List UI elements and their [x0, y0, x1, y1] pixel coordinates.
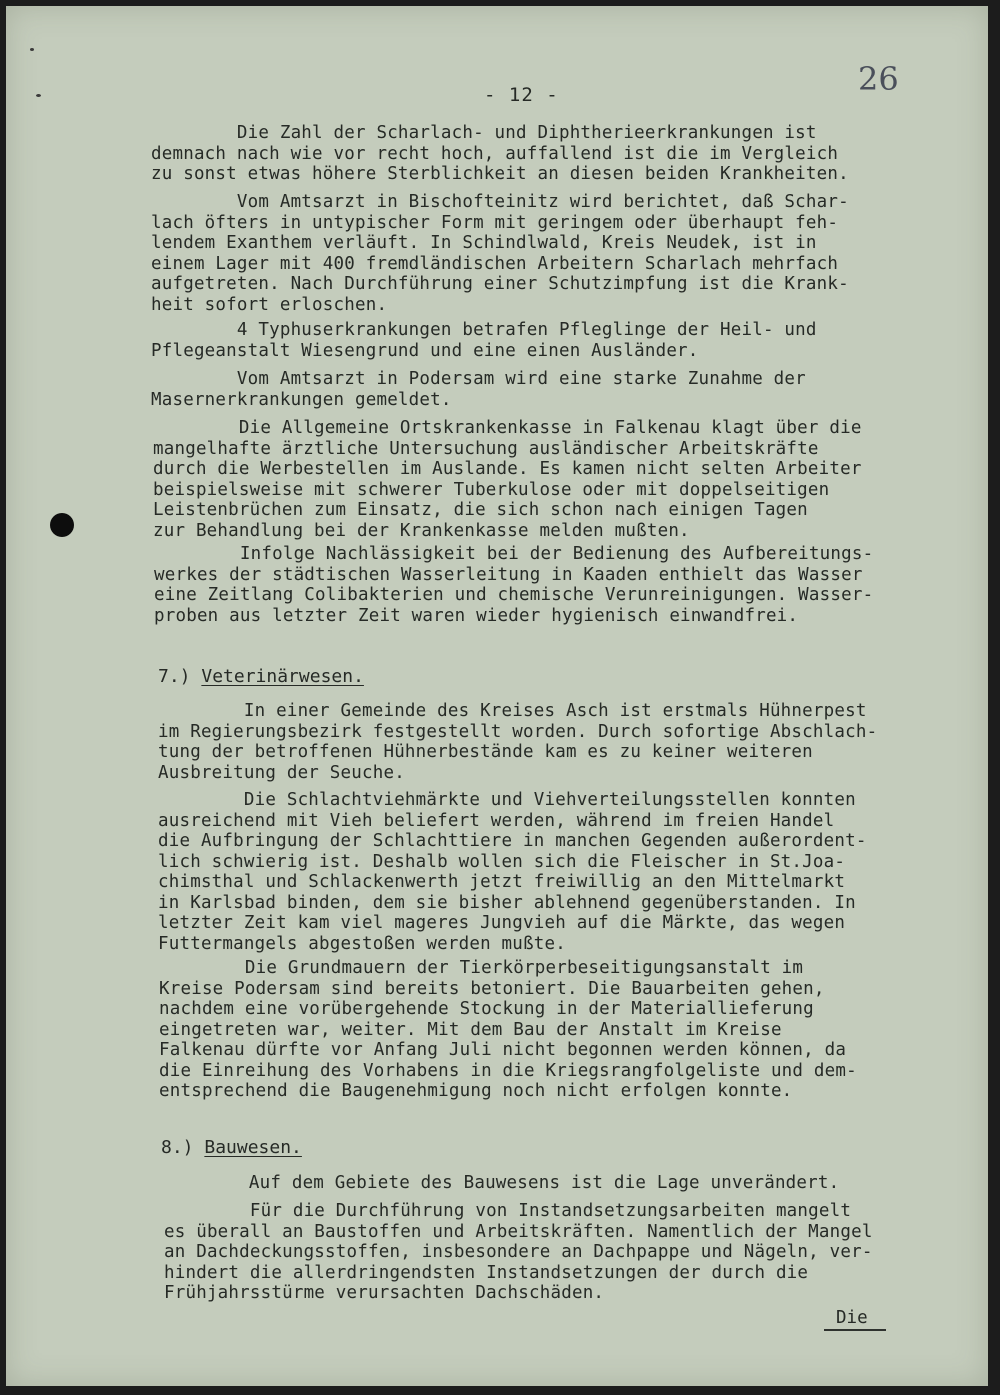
paragraph-construction-status: Auf dem Gebiete des Bauwesens ist die Lage unverändert.	[163, 1173, 840, 1193]
section-heading-veterinary	[158, 666, 364, 687]
speck-mark	[36, 94, 41, 97]
paragraph-typhus: 4 Typhuserkrankungen betrafen Pfleglinge der Heil- und Pflegeanstalt Wiesengrund und eine einen Ausländer.	[151, 320, 817, 361]
paragraph-health-insurance: Die Allgemeine Ortskrankenkasse in Falkenau klagt über die mangelhafte ärztliche Untersuchung ausländischer Arbeitskräfte durch die Werbestellen im Auslande. Es kamen nicht selten Arbeiter beispielsweise mit schwerer Tuberkulose oder mit doppelseitigen Leistenbrüchen zum Einsatz, die sich schon nach einigen Tagen zur Behandlung bei der Krankenkasse melden mußten.	[153, 418, 862, 541]
catchword: Die	[836, 1308, 868, 1328]
paragraph-livestock-markets: Die Schlachtviehmärkte und Viehverteilungsstellen konnten ausreichend mit Vieh beliefert werden, während im freien Handel die Aufbringung der Schlachttiere in manchen Gegenden außerordent- lich schwierig ist. Deshalb wollen sich die Fleischer in St.Joa- chimsthal und Schlackenwerth jetzt freiwillig an den Mittelmarkt in Karlsbad binden, dem sie bisher ablehnend gegenüberstanden. In letzter Zeit kam viel mageres Jungvieh auf die Märkte, das wegen Futtermangels abgestoßen werden mußte.	[158, 790, 867, 954]
paragraph-bischofteinitz-report: Vom Amtsarzt in Bischofteinitz wird berichtet, daß Schar- lach öfters in untypischer Form mit geringem oder überhaupt feh- lendem Exanthem verläuft. In Schindlwald, Kreis Neudek, ist in einem Lager mit 400 fremdländischen Arbeitern Scharlach mehrfach aufgetreten. Nach Durchführung einer Schutzimpfung ist die Krank- heit sofort erloschen.	[151, 192, 849, 315]
paragraph-water-supply: Infolge Nachlässigkeit bei der Bedienung des Aufbereitungs- werkes der städtischen Wasserleitung in Kaaden enthielt das Wasser eine Zeitlang Colibakterien und chemische Verunreinigungen. Wasser- proben aus letzter Zeit waren wieder hygienisch einwandfrei.	[154, 544, 874, 626]
paragraph-measles: Vom Amtsarzt in Podersam wird eine starke Zunahme der Masernerkrankungen gemeldet.	[151, 369, 806, 410]
punch-hole	[50, 513, 74, 537]
page-number: - 12 -	[484, 84, 559, 106]
paragraph-scarlet-fever-count: Die Zahl der Scharlach- und Diphtherieerkrankungen ist demnach nach wie vor recht hoch, auffallend ist die im Vergleich zu sonst etwas höhere Sterblichkeit an diesen beiden Krankheiten.	[151, 123, 849, 184]
section-heading-construction	[161, 1137, 302, 1158]
section-number: 7.)	[158, 666, 191, 687]
catchword-underline	[824, 1329, 886, 1331]
document-page	[6, 6, 988, 1386]
section-number: 8.)	[161, 1137, 194, 1158]
speck-mark	[30, 48, 34, 51]
paragraph-building-materials: Für die Durchführung von Instandsetzungsarbeiten mangelt es überall an Baustoffen und Arbeitskräften. Namentlich der Mangel an Dachdeckungsstoffen, insbesondere an Dachpappe und Nägeln, ver- hindert die allerdringendsten Instandsetzungen der durch die Frühjahrsstürme verursachten Dachschäden.	[164, 1201, 873, 1303]
section-title: Veterinärwesen.	[201, 666, 364, 687]
paragraph-fowl-plague: In einer Gemeinde des Kreises Asch ist erstmals Hühnerpest im Regierungsbezirk festgestellt worden. Durch sofortige Abschlach- tung der betroffenen Hühnerbestände kam es zu keiner weiteren Ausbreitung der Seuche.	[158, 701, 878, 783]
section-title: Bauwesen.	[204, 1137, 302, 1158]
folio-number: 26	[858, 60, 899, 98]
paragraph-carcass-facility: Die Grundmauern der Tierkörperbeseitigungsanstalt im Kreise Podersam sind bereits betoniert. Die Bauarbeiten gehen, nachdem eine vorübergehende Stockung in der Materiallieferung eingetreten war, weiter. Mit dem Bau der Anstalt im Kreise Falkenau dürfte vor Anfang Juli nicht begonnen werden können, da die Einreihung des Vorhabens in die Kriegsrangfolgeliste und dem- entsprechend die Baugenehmigung noch nicht erfolgen konnte.	[159, 958, 857, 1101]
